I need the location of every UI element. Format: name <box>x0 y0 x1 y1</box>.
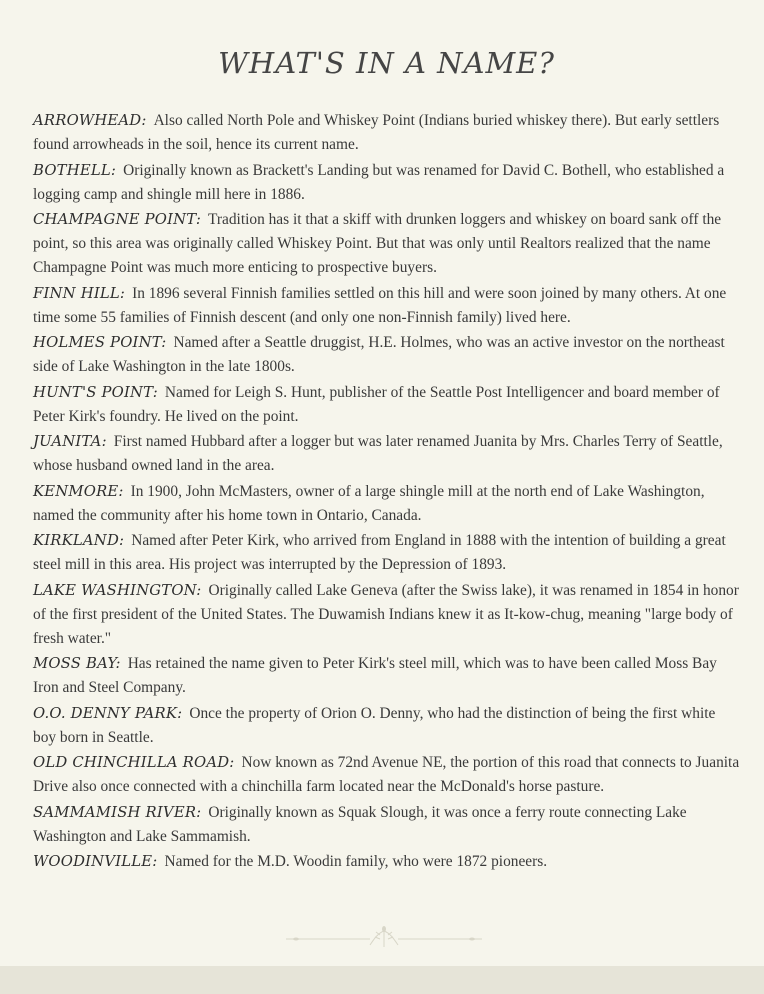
entry-holmes-point <box>33 331 740 379</box>
entry-kenmore <box>33 480 740 528</box>
entry-woodinville <box>33 850 740 874</box>
page-title: WHAT'S IN A NAME? <box>218 46 555 80</box>
entry-text: Once the property of Orion O. Denny, who had the distinction of being the first white boy born in Seattle. <box>33 704 716 746</box>
entry-arrowhead <box>33 109 740 157</box>
entry-sammamish-river <box>33 801 740 849</box>
entry-text: Originally known as Brackett's Landing but was renamed for David C. Bothell, who established a logging camp and shingle mill here in 1886. <box>33 161 725 203</box>
entry-text: Tradition has it that a skiff with drunken loggers and whiskey on board sank off the point, so this area was originally called Whiskey Point. But that was only until Realtors realized that the name Champagne Point was much more enticing to prospective buyers. <box>33 211 722 276</box>
entry-text: Originally called Lake Geneva (after the Swiss lake), it was renamed in 1854 in honor of the first president of the United States. The Duwamish Indians knew it as It-kow-chug, meaning "large body of fresh water." <box>33 581 739 647</box>
entry-text: In 1900, John McMasters, owner of a large shingle mill at the north end of Lake Washington, named the community after his home town in Ontario, Canada. <box>33 482 705 524</box>
entry-moss-bay <box>33 652 740 700</box>
entry-name: SAMMAMISH RIVER: <box>33 803 202 821</box>
entry-text: Named for Leigh S. Hunt, publisher of the Seattle Post Intelligencer and board member of Peter Kirk's foundry. He lived on the point. <box>33 383 720 425</box>
entry-champagne-point <box>33 208 740 280</box>
entry-finn-hill <box>33 282 740 330</box>
entry-list <box>33 109 740 874</box>
entry-text: Now known as 72nd Avenue NE, the portion of this road that connects to Juanita Drive also once connected with a chinchilla farm located near the McDonald's horse pasture. <box>33 754 740 795</box>
entry-text: Named after a Seattle druggist, H.E. Holmes, who was an active investor on the northeast side of Lake Washington in the late 1800s. <box>33 334 725 375</box>
entry-kirkland <box>33 529 740 577</box>
entry-name: ARROWHEAD: <box>33 112 147 129</box>
page-bottom-margin <box>0 966 764 994</box>
entry-name: KIRKLAND: <box>33 532 125 549</box>
entry-text: Also called North Pole and Whiskey Point (Indians buried whiskey there). But early settlers found arrowheads in the soil, hence its current name. <box>33 112 720 153</box>
entry-name: FINN HILL: <box>33 284 126 302</box>
entry-name: OLD CHINCHILLA ROAD: <box>33 754 235 771</box>
entry-name: BOTHELL: <box>33 161 117 179</box>
entry-juanita <box>33 430 740 478</box>
entry-name: WOODINVILLE: <box>33 853 158 870</box>
entry-name: O.O. DENNY PARK: <box>33 704 183 722</box>
entry-text: Originally known as Squak Slough, it was once a ferry route connecting Lake Washington and Lake Sammamish. <box>33 803 687 845</box>
entry-oo-denny-park <box>33 702 740 750</box>
entry-name: JUANITA: <box>33 433 107 450</box>
entry-text: Named after Peter Kirk, who arrived from England in 1888 with the intention of building a great steel mill in this area. His project was interrupted by the Depression of 1893. <box>33 532 726 573</box>
entry-bothell <box>33 159 740 207</box>
entry-text: Has retained the name given to Peter Kirk's steel mill, which was to have been called Moss Bay Iron and Steel Company. <box>33 655 717 696</box>
entry-hunts-point <box>33 381 740 429</box>
entry-old-chinchilla-road <box>33 751 740 799</box>
entry-text: In 1896 several Finnish families settled on this hill and were soon joined by many others. At one time some 55 families of Finnish descent (and only one non-Finnish family) lived here. <box>33 284 727 326</box>
entry-lake-washington <box>33 579 740 651</box>
entry-name: CHAMPAGNE POINT: <box>33 211 202 228</box>
entry-text: First named Hubbard after a logger but was later renamed Juanita by Mrs. Charles Terry of Seattle, whose husband owned land in the area. <box>33 433 723 474</box>
entry-name: HUNT'S POINT: <box>33 383 158 401</box>
wheat-ornament-icon <box>286 925 482 949</box>
entry-name: HOLMES POINT: <box>33 334 167 351</box>
entry-name: KENMORE: <box>33 482 124 500</box>
entry-text: Named for the M.D. Woodin family, who were 1872 pioneers. <box>164 853 548 870</box>
entry-name: MOSS BAY: <box>33 655 121 672</box>
entry-name: LAKE WASHINGTON: <box>33 581 202 599</box>
